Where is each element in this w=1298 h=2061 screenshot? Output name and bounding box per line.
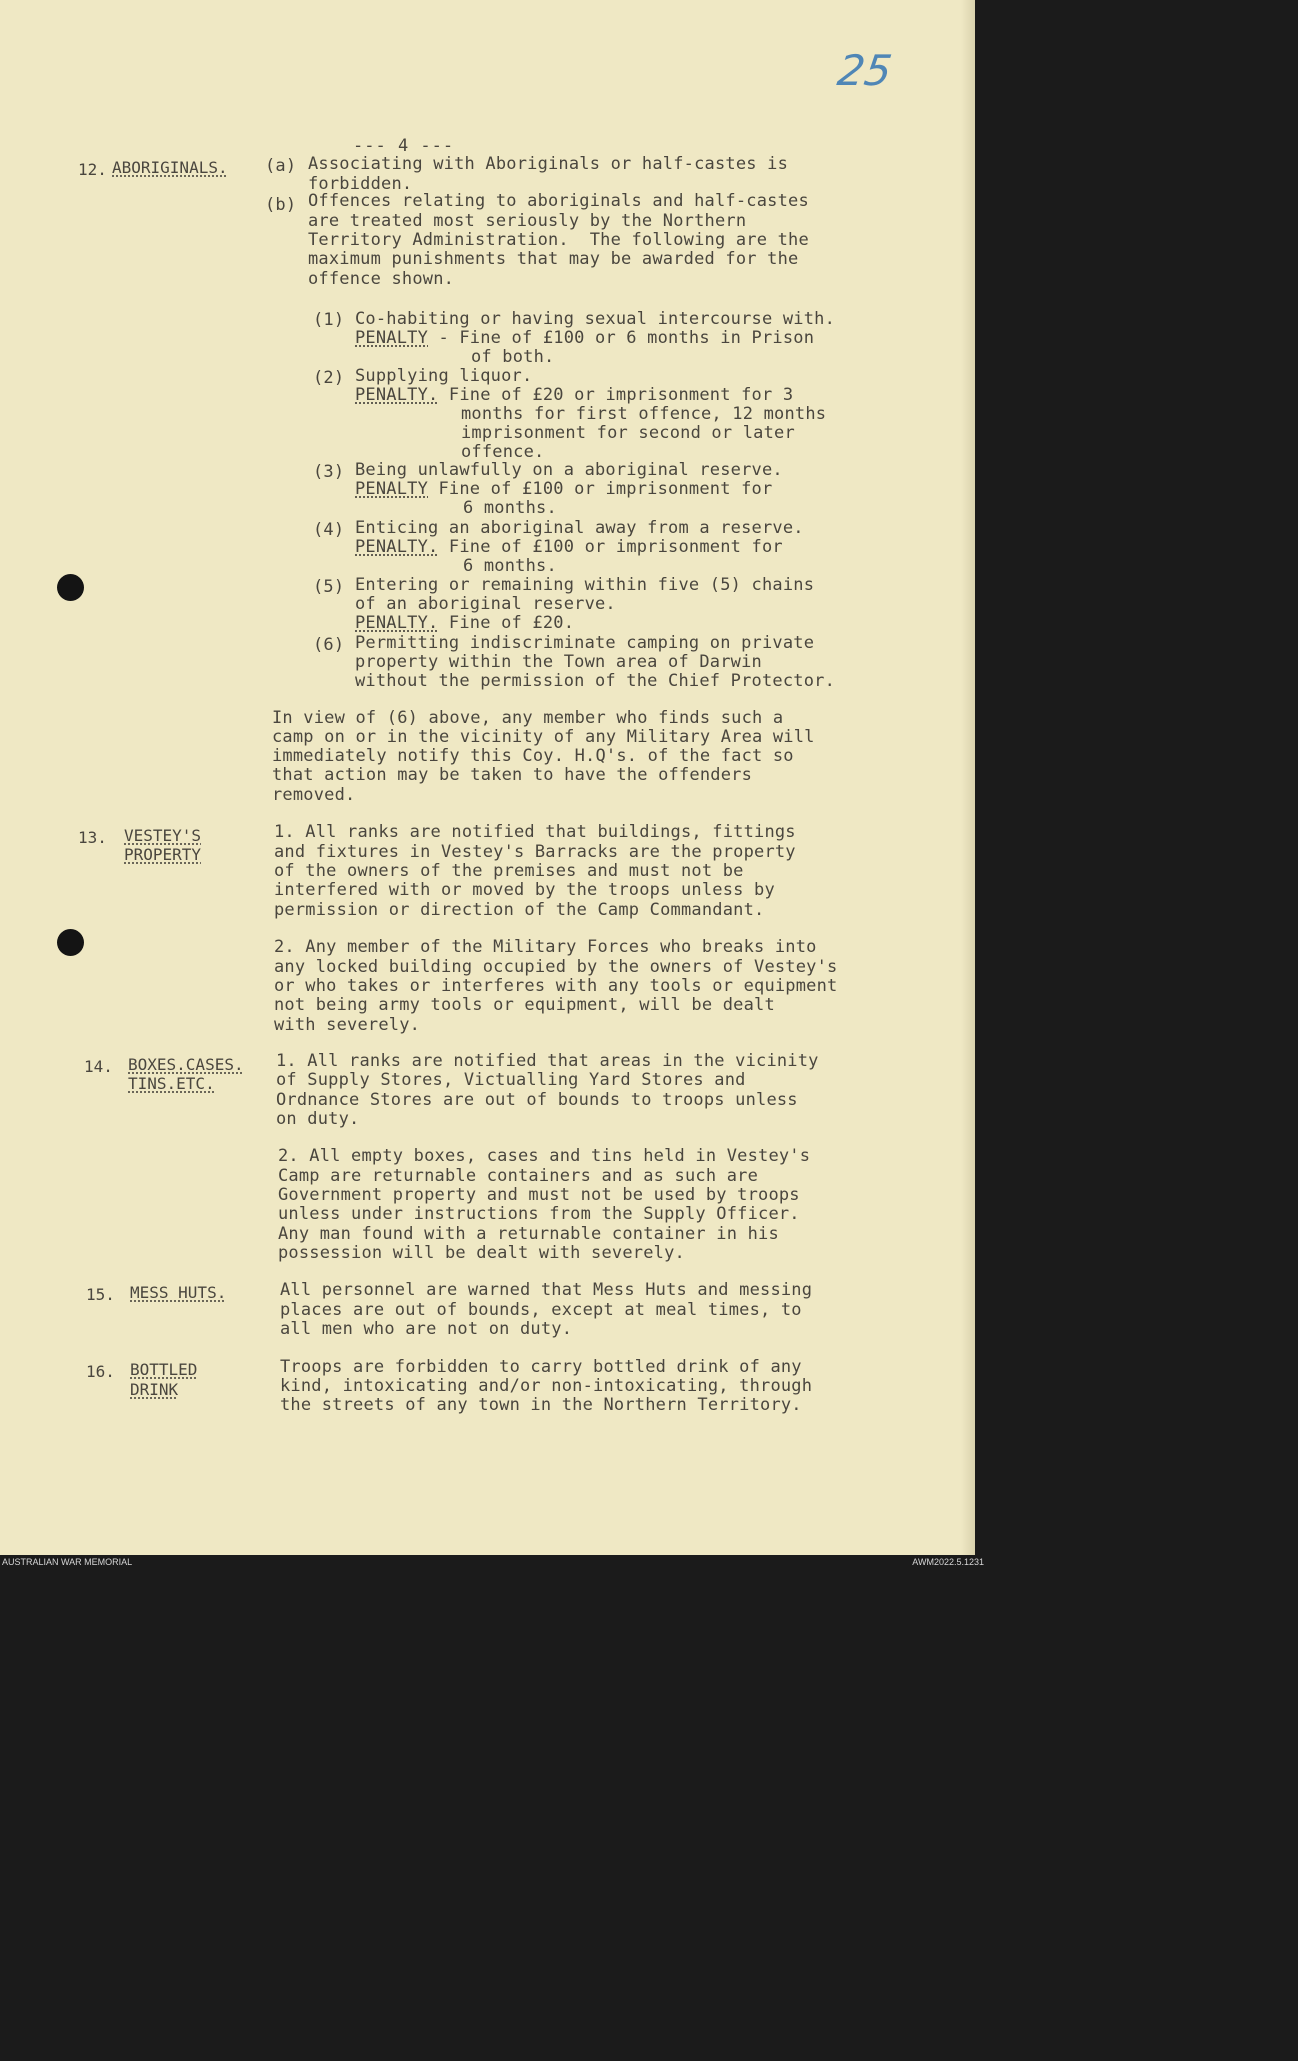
text-line: Territory Administration. The following are the bbox=[308, 230, 809, 250]
penalty-label: PENALTY bbox=[355, 328, 429, 348]
penalty-line bbox=[355, 386, 793, 405]
item-number: (3) bbox=[313, 462, 345, 482]
item-number: (4) bbox=[313, 520, 345, 540]
text-line: Supplying liquor. bbox=[355, 366, 533, 386]
penalty-text: Fine of £20 or imprisonment for 3 bbox=[448, 385, 794, 405]
punch-hole bbox=[57, 574, 84, 601]
page-heading: --- 4 --- bbox=[353, 136, 455, 156]
text-line: permission or direction of the Camp Commandant. bbox=[274, 900, 765, 920]
text-line: any locked building occupied by the owners of Vestey's bbox=[274, 957, 838, 977]
section-title: VESTEY'S bbox=[124, 826, 202, 845]
section-number: 15. bbox=[86, 1285, 115, 1304]
archive-footer-right: AWM2022.5.1231 bbox=[912, 1557, 984, 1567]
text-line: or who takes or interferes with any tools or equipment bbox=[274, 976, 838, 996]
penalty-line bbox=[355, 480, 772, 499]
item-number: (6) bbox=[313, 635, 345, 655]
clause-marker: (b) bbox=[265, 195, 297, 215]
text-line: Ordnance Stores are out of bounds to troops unless bbox=[276, 1090, 798, 1110]
text-line: offence shown. bbox=[308, 269, 455, 289]
text-line: 2. Any member of the Military Forces who breaks into bbox=[274, 937, 817, 957]
text-line: Permitting indiscriminate camping on private bbox=[355, 633, 815, 653]
section-title: BOXES.CASES. bbox=[128, 1055, 244, 1074]
text-line: Enticing an aboriginal away from a reserve. bbox=[355, 518, 804, 538]
penalty-label: PENALTY. bbox=[355, 537, 439, 557]
text-line: 2. All empty boxes, cases and tins held in Vestey's bbox=[278, 1146, 811, 1166]
text-line: with severely. bbox=[274, 1015, 421, 1035]
penalty-label: PENALTY. bbox=[355, 613, 439, 633]
text-line: 1. All ranks are notified that buildings, fittings bbox=[274, 822, 796, 842]
section-number: 16. bbox=[86, 1362, 115, 1381]
text-line: all men who are not on duty. bbox=[280, 1319, 573, 1339]
text-line: of an aboriginal reserve. bbox=[355, 594, 616, 614]
penalty-label: PENALTY bbox=[355, 479, 429, 499]
text-line: places are out of bounds, except at meal times, to bbox=[280, 1300, 802, 1320]
text-line: property within the Town area of Darwin bbox=[355, 652, 762, 672]
text-line: on duty. bbox=[276, 1109, 360, 1129]
text-line: camp on or in the vicinity of any Military Area will bbox=[272, 727, 815, 747]
archive-footer-left: AUSTRALIAN WAR MEMORIAL bbox=[2, 1557, 133, 1567]
item-number: (2) bbox=[313, 368, 345, 388]
text-line: possession will be dealt with severely. bbox=[278, 1243, 685, 1263]
clause-marker: (a) bbox=[265, 156, 297, 176]
penalty-line bbox=[355, 329, 814, 348]
penalty-line bbox=[355, 538, 783, 557]
punch-hole bbox=[57, 929, 84, 956]
penalty-label: PENALTY. bbox=[355, 385, 439, 405]
text-line: Camp are returnable containers and as such are bbox=[278, 1166, 759, 1186]
text-line: Associating with Aboriginals or half-castes is bbox=[308, 154, 789, 174]
text-line: interfered with or moved by the troops unless by bbox=[274, 880, 775, 900]
text-line: not being army tools or equipment, will be dealt bbox=[274, 995, 775, 1015]
section-title: MESS HUTS. bbox=[130, 1283, 227, 1302]
section-title: TINS.ETC. bbox=[128, 1074, 215, 1093]
text-line: Entering or remaining within five (5) chains bbox=[355, 575, 815, 595]
text-line: Offences relating to aboriginals and half-castes bbox=[308, 191, 809, 211]
penalty-text: Fine of £100 or imprisonment for bbox=[448, 537, 783, 557]
penalty-line bbox=[355, 614, 574, 633]
section-title: DRINK bbox=[130, 1380, 179, 1399]
folio-number: 25 bbox=[834, 46, 895, 95]
text-line: the streets of any town in the Northern Territory. bbox=[280, 1395, 802, 1415]
text-line: of both. bbox=[471, 347, 555, 367]
text-line: 6 months. bbox=[463, 498, 557, 518]
text-line: unless under instructions from the Supply Officer. bbox=[278, 1204, 800, 1224]
text-line: Co-habiting or having sexual intercourse with. bbox=[355, 309, 836, 329]
text-line: imprisonment for second or later bbox=[461, 423, 795, 443]
text-line: offence. bbox=[461, 442, 545, 462]
text-line: months for first offence, 12 months bbox=[461, 404, 827, 424]
text-line: of the owners of the premises and must not be bbox=[274, 861, 744, 881]
text-line: 6 months. bbox=[463, 556, 557, 576]
text-line: 1. All ranks are notified that areas in the vicinity bbox=[276, 1051, 819, 1071]
section-number: 12. bbox=[78, 160, 107, 179]
text-line: of Supply Stores, Victualling Yard Stores and bbox=[276, 1070, 746, 1090]
text-line: kind, intoxicating and/or non-intoxicating, through bbox=[280, 1376, 813, 1396]
penalty-text: Fine of £20. bbox=[438, 613, 575, 633]
text-line: that action may be taken to have the offenders bbox=[272, 765, 753, 785]
section-number: 14. bbox=[84, 1057, 113, 1076]
text-line: forbidden. bbox=[308, 174, 413, 194]
text-line: and fixtures in Vestey's Barracks are the property bbox=[274, 842, 796, 862]
item-number: (5) bbox=[313, 577, 345, 597]
section-title: ABORIGINALS. bbox=[112, 158, 228, 177]
item-number: (1) bbox=[313, 310, 345, 330]
text-line: Any man found with a returnable container in his bbox=[278, 1224, 779, 1244]
text-line: removed. bbox=[272, 785, 356, 805]
text-line: Government property and must not be used by troops bbox=[278, 1185, 800, 1205]
text-line: Being unlawfully on a aboriginal reserve. bbox=[355, 460, 783, 480]
text-line: Troops are forbidden to carry bottled drink of any bbox=[280, 1357, 802, 1377]
section-title: BOTTLED bbox=[130, 1360, 198, 1379]
text-line: immediately notify this Coy. H.Q's. of the fact so bbox=[272, 746, 794, 766]
text-line: without the permission of the Chief Protector. bbox=[355, 671, 836, 691]
section-number: 13. bbox=[78, 828, 107, 847]
penalty-text: Fine of £100 or imprisonment for bbox=[438, 479, 773, 499]
penalty-text: - Fine of £100 or 6 months in Prison bbox=[438, 328, 815, 348]
section-title: PROPERTY bbox=[124, 845, 202, 864]
text-line: All personnel are warned that Mess Huts and messing bbox=[280, 1280, 813, 1300]
text-line: are treated most seriously by the Northern bbox=[308, 211, 747, 231]
text-line: maximum punishments that may be awarded for the bbox=[308, 249, 799, 269]
text-line: In view of (6) above, any member who finds such a bbox=[272, 708, 784, 728]
